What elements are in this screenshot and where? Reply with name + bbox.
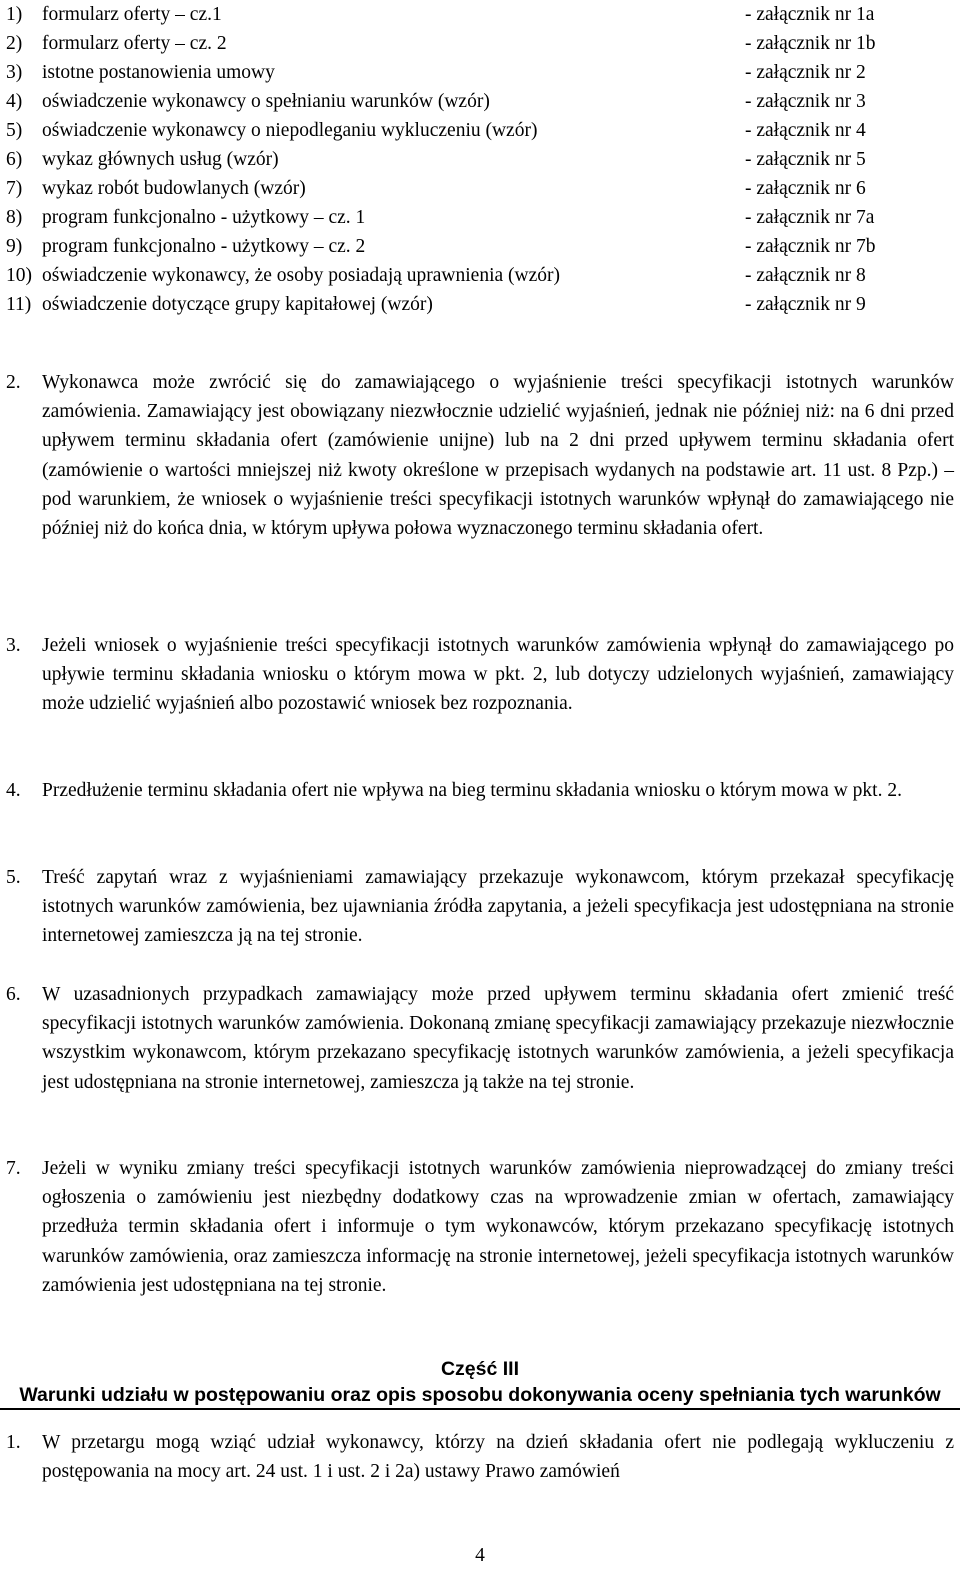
paragraph-text: W przetargu mogą wziąć udział wykonawcy, którzy na dzień składania ofert nie podlegają wykluczeniu z postępowania na mocy art. 24 ust. 1 i ust. 2 i 2a) ustawy Prawo zamówień: [42, 1432, 954, 1483]
attachment-item: [6, 89, 946, 118]
paragraph: [6, 1154, 954, 1300]
paragraph-number: 1.: [6, 1432, 21, 1453]
paragraph: [6, 863, 954, 951]
attachment-number: 11): [6, 294, 32, 315]
attachment-item: [6, 205, 946, 234]
attachment-item: [6, 2, 946, 31]
paragraph-text: Przedłużenie terminu składania ofert nie wpływa na bieg terminu składania wniosku o którym mowa w pkt. 2.: [42, 780, 902, 801]
attachment-title: oświadczenie dotyczące grupy kapitałowej (wzór): [42, 294, 433, 315]
attachment-item: [6, 147, 946, 176]
paragraph: [6, 980, 954, 1097]
attachment-reference: - załącznik nr 9: [745, 294, 866, 315]
section-subtitle: Warunki udziału w postępowaniu oraz opis sposobu dokonywania oceny spełniania tych warunków: [19, 1384, 941, 1406]
paragraph-text: Jeżeli w wyniku zmiany treści specyfikacji istotnych warunków zamówienia nieprowadzącej do zmiany treści ogłoszenia o zamówieniu jest niezbędny dodatkowy czas na wprowadzenie zmian w ofertach, zamawiający przedłuża termin składania ofert i informuje o tym wykonawców, którym przekazano specyfikację istotnych warunków zamówienia, oraz zamieszcza informację na stronie internetowej, jeżeli specyfikacja istotnych warunków zamówienia jest udostępniana na tej stronie.: [42, 1158, 954, 1296]
attachment-number: 3): [6, 62, 23, 83]
paragraph-number: 5.: [6, 867, 21, 888]
section-heading: [0, 1356, 960, 1408]
attachment-reference: - załącznik nr 2: [745, 62, 866, 83]
attachment-number: 4): [6, 91, 23, 112]
attachment-reference: - załącznik nr 7b: [745, 236, 876, 257]
attachment-item: [6, 118, 946, 147]
paragraph-text: Wykonawca może zwrócić się do zamawiającego o wyjaśnienie treści specyfikacji istotnych warunków zamówienia. Zamawiający jest obowiązany niezwłocznie udzielić wyjaśnień, jednak nie później niż: na 6 dni przed upływem terminu składania ofert (zamówienie unijne) lub na 2 dni przed upływem terminu składania ofert (zamówienie o wartości mniejszej niż kwoty określone w przepisach wydanych na podstawie art. 11 ust. 8 Pzp.) – pod warunkiem, że wniosek o wyjaśnienie treści specyfikacji istotnych warunków wpłynął do zamawiającego nie później niż do końca dnia, w którym upływa połowa wyznaczonego terminu składania ofert.: [42, 372, 954, 540]
attachment-reference: - załącznik nr 1a: [745, 4, 875, 25]
attachment-title: formularz oferty – cz. 2: [42, 33, 227, 54]
attachment-number: 6): [6, 149, 23, 170]
attachment-item: [6, 176, 946, 205]
page-number: 4: [475, 1545, 485, 1566]
attachment-reference: - załącznik nr 7a: [745, 207, 875, 228]
attachment-reference: - załącznik nr 5: [745, 149, 866, 170]
section-title: Część III: [440, 1358, 520, 1380]
attachment-title: wykaz robót budowlanych (wzór): [42, 178, 306, 199]
paragraph-text: W uzasadnionych przypadkach zamawiający może przed upływem terminu składania ofert zmienić treść specyfikacji istotnych warunków zamówienia. Dokonaną zmianę specyfikacji zamawiający przekazuje niezwłocznie wszystkim wykonawcom, którym przekazano specyfikację istotnych warunków zamówienia, a jeżeli specyfikacja jest udostępniana na stronie internetowej, zamieszcza ją także na tej stronie.: [42, 984, 954, 1093]
paragraph-text: Jeżeli wniosek o wyjaśnienie treści specyfikacji istotnych warunków zamówienia wpłynął do zamawiającego po upływie terminu składania wniosku o którym mowa w pkt. 2, lub dotyczy udzielonych wyjaśnień, zamawiający może udzielić wyjaśnień albo pozostawić wniosek bez rozpoznania.: [42, 635, 954, 715]
attachment-title: program funkcjonalno - użytkowy – cz. 1: [42, 207, 366, 228]
attachment-number: 1): [6, 4, 23, 25]
attachment-number: 10): [6, 265, 32, 286]
attachment-reference: - załącznik nr 4: [745, 120, 866, 141]
attachment-number: 8): [6, 207, 23, 228]
attachment-item: [6, 234, 946, 263]
attachment-number: 5): [6, 120, 23, 141]
paragraph-number: 2.: [6, 372, 21, 393]
attachment-title: oświadczenie wykonawcy o spełnianiu warunków (wzór): [42, 91, 490, 112]
paragraph: [6, 631, 954, 719]
attachment-number: 9): [6, 236, 23, 257]
attachment-number: 7): [6, 178, 23, 199]
paragraph-text: Treść zapytań wraz z wyjaśnieniami zamawiający przekazuje wykonawcom, którym przekazał specyfikację istotnych warunków zamówienia, bez ujawniania źródła zapytania, a jeżeli specyfikacja jest udostępniana na stronie internetowej zamieszcza ją na tej stronie.: [42, 867, 954, 947]
attachment-reference: - załącznik nr 8: [745, 265, 866, 286]
attachment-title: wykaz głównych usług (wzór): [42, 149, 279, 170]
attachment-reference: - załącznik nr 6: [745, 178, 866, 199]
attachment-number: 2): [6, 33, 23, 54]
paragraph-number: 3.: [6, 635, 21, 656]
attachment-title: program funkcjonalno - użytkowy – cz. 2: [42, 236, 366, 257]
paragraph-number: 4.: [6, 780, 21, 801]
attachment-list: [6, 2, 946, 321]
attachment-item: [6, 263, 946, 292]
paragraph-number: 6.: [6, 984, 21, 1005]
paragraph: [6, 776, 954, 805]
attachment-title: istotne postanowienia umowy: [42, 62, 275, 83]
attachment-title: oświadczenie wykonawcy o niepodleganiu wykluczeniu (wzór): [42, 120, 538, 141]
paragraph: [6, 1428, 954, 1486]
attachment-item: [6, 292, 946, 321]
attachment-title: oświadczenie wykonawcy, że osoby posiadają uprawnienia (wzór): [42, 265, 560, 286]
attachment-item: [6, 60, 946, 89]
paragraph: [6, 368, 954, 543]
paragraph-number: 7.: [6, 1158, 21, 1179]
attachment-reference: - załącznik nr 1b: [745, 33, 876, 54]
attachment-reference: - załącznik nr 3: [745, 91, 866, 112]
attachment-title: formularz oferty – cz.1: [42, 4, 222, 25]
section-divider: [0, 1408, 960, 1410]
attachment-item: [6, 31, 946, 60]
